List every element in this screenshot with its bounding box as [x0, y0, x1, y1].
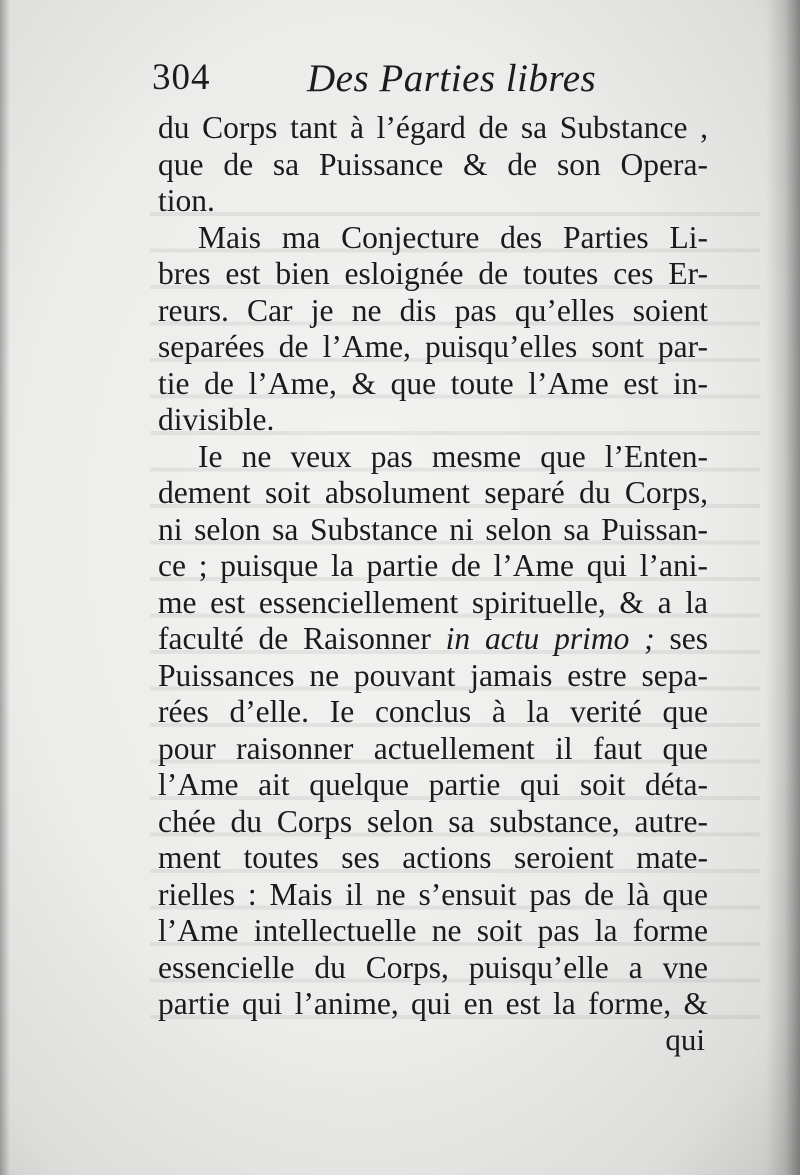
text-line: chée du Corps selon sa substance, autre- — [158, 803, 708, 839]
latin-phrase: in actu primo ; — [445, 621, 655, 656]
text-line-with-latin — [158, 621, 708, 658]
text-line: reurs. Car je ne dis pas qu’elles soient — [158, 292, 708, 328]
text-segment: ses — [669, 621, 709, 656]
text-line: rielles : Mais il ne s’ensuit pas de là que — [158, 876, 708, 912]
text-line: essencielle du Corps, puisqu’elle a vne — [158, 949, 708, 985]
text-line: tie de l’Ame, & que toute l’Ame est in- — [158, 365, 708, 401]
page-number: 304 — [152, 57, 211, 98]
text-line: rées d’elle. Ie conclus à la verité que — [158, 694, 708, 729]
running-title: Des Parties libres — [307, 57, 597, 100]
paragraph-start-line: Ie ne veux pas mesme que l’Enten- — [198, 438, 708, 474]
paragraph-start-line: Mais ma Conjecture des Parties Li- — [198, 219, 708, 255]
text-line: du Corps tant à l’égard de sa Substance , — [158, 110, 708, 145]
page-gutter-shadow — [766, 0, 800, 1175]
text-line: ni selon sa Substance ni selon sa Puissan- — [158, 511, 708, 547]
page-header — [152, 56, 712, 104]
text-line: que de sa Puissance & de son Opera- — [158, 146, 708, 182]
text-line: ment toutes ses actions seroient mate- — [158, 840, 708, 875]
body-text — [158, 110, 708, 1023]
text-line: tion. — [158, 183, 215, 218]
text-line: bres est bien esloignée de toutes ces Er- — [158, 256, 708, 291]
page-left-edge-shadow — [0, 0, 10, 1175]
text-line: l’Ame ait quelque partie qui soit déta- — [158, 767, 708, 802]
text-line: partie qui l’anime, qui en est la forme, & — [158, 986, 708, 1021]
text-line: separées de l’Ame, puisqu’elles sont par- — [158, 329, 708, 364]
text-line: Puissances ne pouvant jamais estre sepa- — [158, 657, 708, 693]
text-line: divisible. — [158, 402, 275, 437]
text-line: ce ; puisque la partie de l’Ame qui l’ani- — [158, 548, 708, 583]
catchword: qui — [665, 1022, 705, 1057]
text-line: me est essenciellement spirituelle, & a la — [158, 584, 708, 620]
text-line: l’Ame intellectuelle ne soit pas la forme — [158, 913, 708, 948]
text-segment: faculté de Raisonner — [158, 621, 431, 656]
text-line: dement soit absolument separé du Corps, — [158, 475, 708, 510]
text-line: pour raisonner actuellement il faut que — [158, 730, 708, 766]
